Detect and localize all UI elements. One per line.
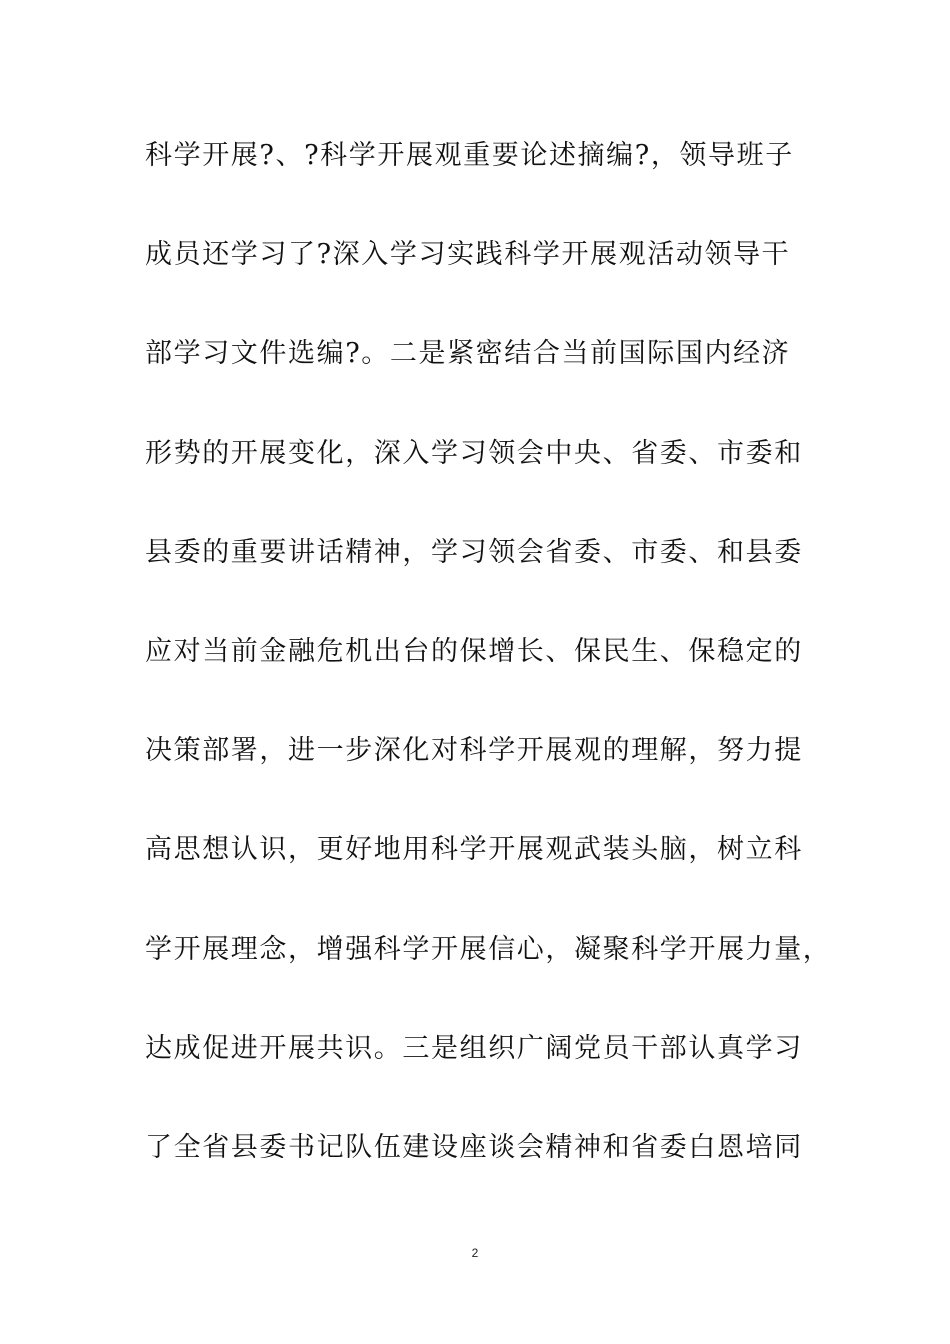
text-line: 部学习文件选编?。二是紧密结合当前国际国内经济	[145, 338, 791, 370]
body-text	[145, 126, 832, 1217]
text-line: 达成促进开展共识。三是组织广阔党员干部认真学习	[145, 1032, 803, 1064]
text-line: 学开展理念，增强科学开展信心，凝聚科学开展力量，	[145, 933, 832, 965]
text-line: 县委的重要讲话精神，学习领会省委、市委、和县委	[145, 536, 803, 568]
text-line: 高思想认识，更好地用科学开展观武装头脑，树立科	[145, 834, 803, 866]
page-number: 2	[471, 1246, 479, 1260]
text-line: 应对当前金融危机出台的保增长、保民生、保稳定的	[145, 635, 803, 667]
text-line: 了全省县委书记队伍建设座谈会精神和省委白恩培同	[145, 1131, 803, 1163]
text-line: 科学开展?、?科学开展观重要论述摘编?，领导班子	[145, 140, 794, 171]
text-line: 决策部署，进一步深化对科学开展观的理解，努力提	[145, 735, 803, 767]
text-line: 形势的开展变化，深入学习领会中央、省委、市委和	[145, 437, 803, 469]
text-line: 成员还学习了?深入学习实践科学开展观活动领导干	[145, 239, 791, 271]
